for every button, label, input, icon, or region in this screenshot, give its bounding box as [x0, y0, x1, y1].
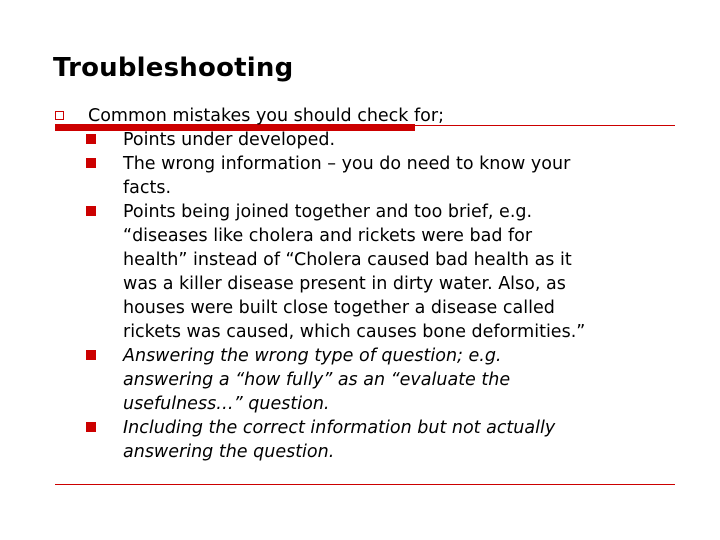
sub-bullet-item [55, 152, 675, 200]
sub-bullet-item [55, 200, 675, 344]
sub-bullet-item [55, 128, 675, 152]
sub-bullet-text: answering a “how fully” as an “evaluate the [123, 370, 511, 390]
slide-body [55, 104, 675, 464]
sub-bullet-text: Including the correct information but not actually [123, 418, 556, 438]
sub-bullet-text: rickets was caused, which causes bone deformities.” [123, 322, 586, 342]
bottom-divider-line [55, 484, 675, 485]
slide-title: Troubleshooting [53, 53, 294, 83]
sub-bullet-text: houses were built close together a disease called [123, 298, 555, 318]
sub-bullet-text: “diseases like cholera and rickets were bad for [123, 226, 533, 246]
sub-bullet-text: The wrong information – you do need to know your [123, 154, 571, 174]
hollow-square-bullet-icon [55, 111, 64, 120]
sub-bullet-text: answering the question. [123, 442, 335, 462]
sub-bullet-text: usefulness…” question. [123, 394, 330, 414]
sub-bullet-item [55, 344, 675, 416]
main-bullet-text: Common mistakes you should check for; [88, 106, 444, 126]
sub-bullet-item [55, 416, 675, 464]
sub-bullet-text: facts. [123, 178, 172, 198]
sub-bullet-text: Answering the wrong type of question; e.g. [123, 346, 502, 366]
filled-square-bullet-icon [86, 350, 96, 360]
sub-bullet-text: was a killer disease present in dirty water. Also, as [123, 274, 566, 294]
sub-bullet-text: Points being joined together and too brief, e.g. [123, 202, 533, 222]
main-bullet-point [55, 104, 675, 128]
filled-square-bullet-icon [86, 422, 96, 432]
sub-bullet-text: Points under developed. [123, 130, 336, 150]
filled-square-bullet-icon [86, 158, 96, 168]
sub-bullet-text: health” instead of “Cholera caused bad health as it [123, 250, 572, 270]
filled-square-bullet-icon [86, 206, 96, 216]
filled-square-bullet-icon [86, 134, 96, 144]
